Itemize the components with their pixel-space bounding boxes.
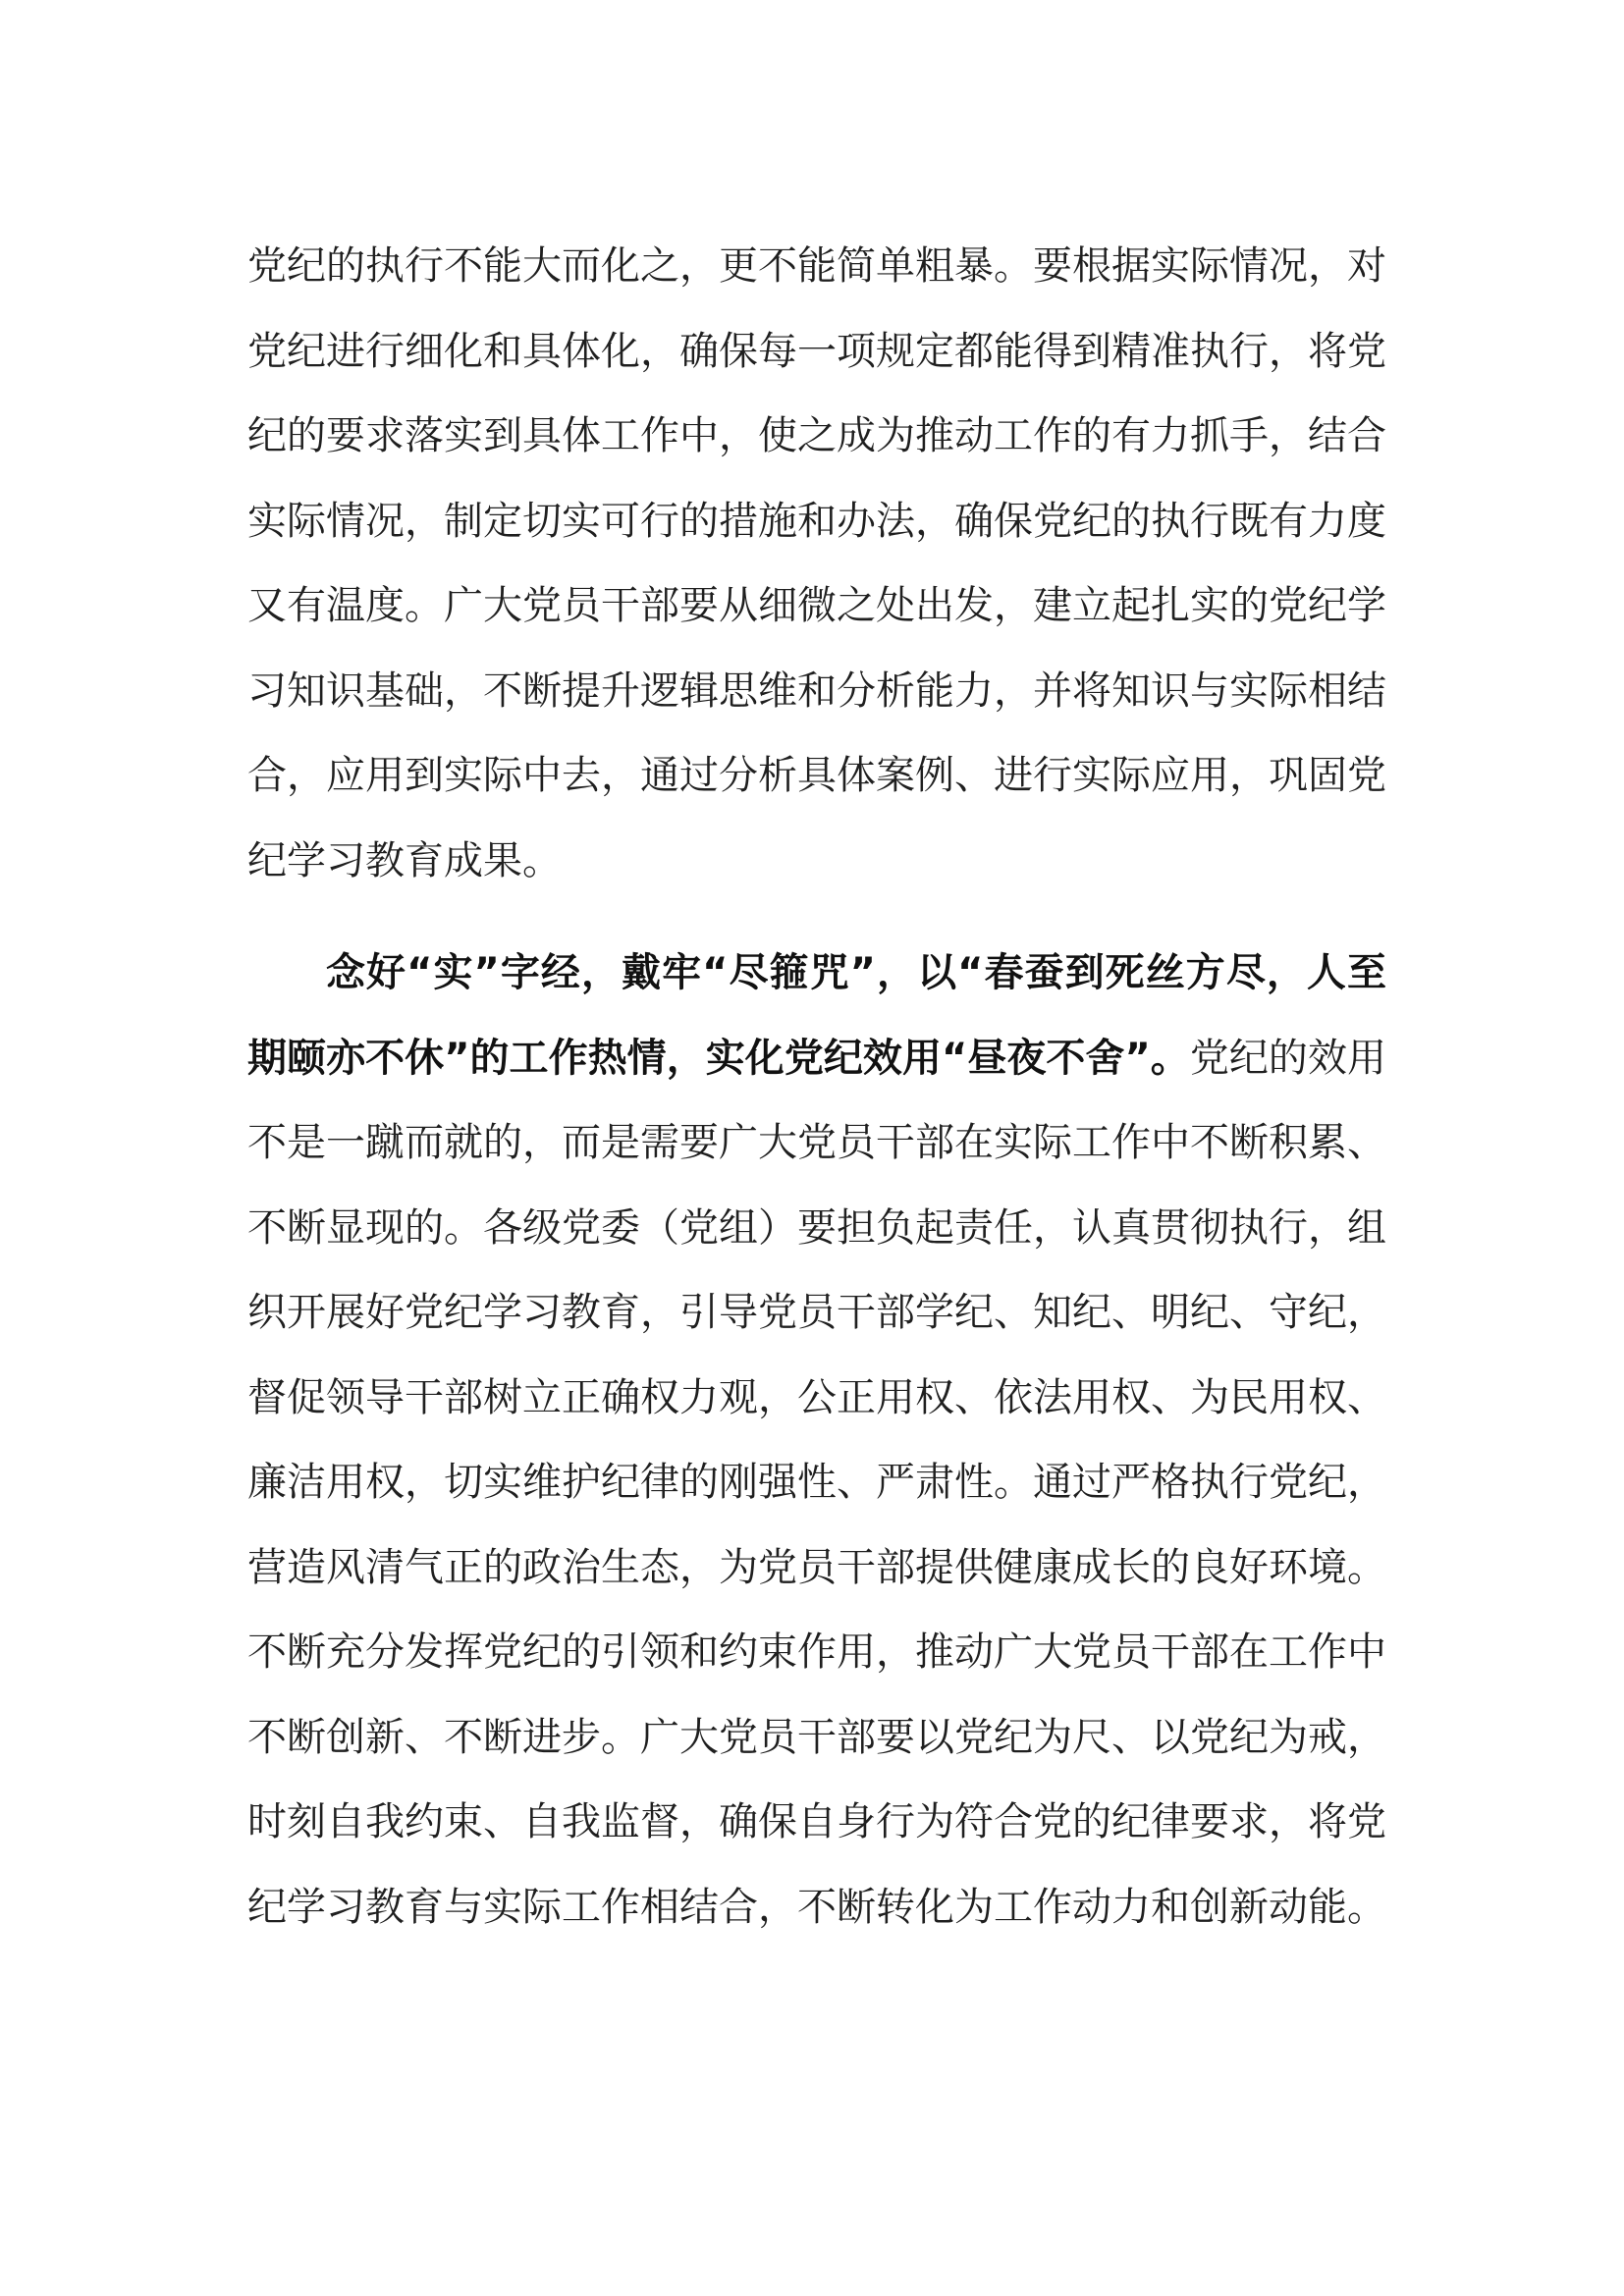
paragraph-shi-zi-jing [247, 931, 1386, 1949]
paragraph-bold-lead: 念好“实”字经，戴牢“尽箍咒”，以“春蚕到死丝方尽，人至期颐亦不休”的工作热情，实化党纪效用“昼夜不舍”。 [247, 950, 1386, 1081]
document-body [247, 224, 1386, 1949]
paragraph-continuation [247, 224, 1386, 903]
paragraph-text: 党纪的效用不是一蹴而就的，而是需要广大党员干部在实际工作中不断积累、不断显现的。各级党委（党组）要担负起责任，认真贯彻执行，组织开展好党纪学习教育，引导党员干部学纪、知纪、明纪、守纪，督促领导干部树立正确权力观，公正用权、依法用权、为民用权、廉洁用权，切实维护纪律的刚强性、严肃性。通过严格执行党纪，营造风清气正的政治生态，为党员干部提供健康成长的良好环境。不断充分发挥党纪的引领和约束作用，推动广大党员干部在工作中不断创新、不断进步。广大党员干部要以党纪为尺、以党纪为戒，时刻自我约束、自我监督，确保自身行为符合党的纪律要求，将党纪学习教育与实际工作相结合，不断转化为工作动力和创新动能。 [247, 1035, 1386, 1930]
paragraph-text: 党纪的执行不能大而化之，更不能简单粗暴。要根据实际情况，对党纪进行细化和具体化，确保每一项规定都能得到精准执行，将党纪的要求落实到具体工作中，使之成为推动工作的有力抓手，结合实际情况，制定切实可行的措施和办法，确保党纪的执行既有力度又有温度。广大党员干部要从细微之处出发，建立起扎实的党纪学习知识基础，不断提升逻辑思维和分析能力，并将知识与实际相结合，应用到实际中去，通过分析具体案例、进行实际应用，巩固党纪学习教育成果。 [247, 243, 1386, 883]
